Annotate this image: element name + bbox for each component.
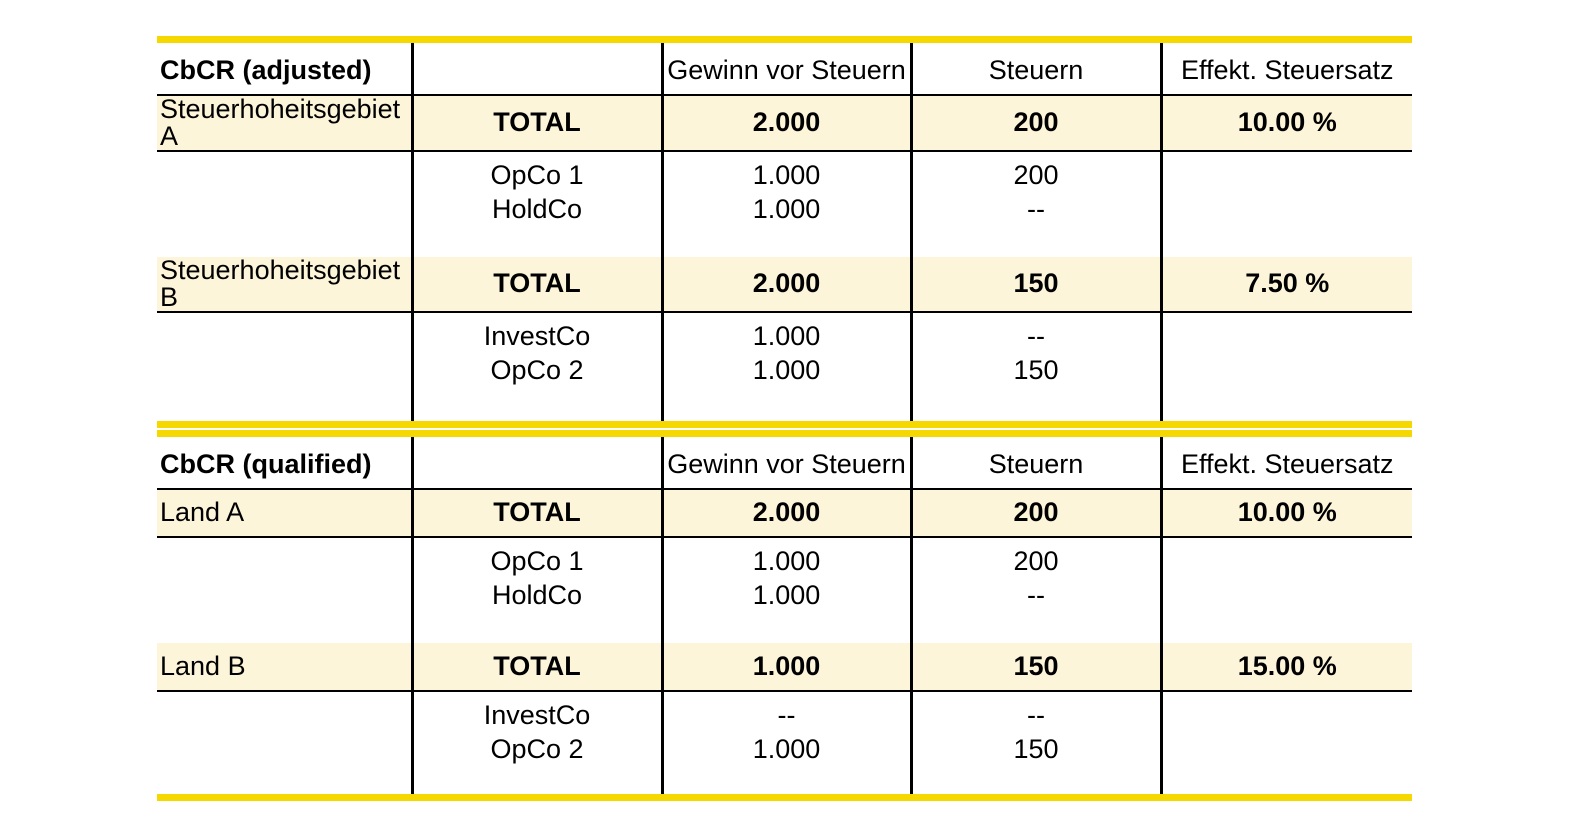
jurisdiction-total-row [157,489,1412,537]
column-header-profit: Gewinn vor Steuern [662,441,911,489]
column-header-tax: Steuern [911,441,1161,489]
group-spacer [157,769,1412,791]
total-etr: 7.50 % [1161,257,1412,312]
column-header-blank [412,441,662,489]
total-etr: 10.00 % [1161,95,1412,151]
jurisdiction-name: Land A [157,489,412,537]
entity-profit: -- [662,691,911,730]
jurisdiction-name: Steuerhoheitsgebiet B [157,257,412,312]
entity-profit: 1.000 [662,537,911,576]
total-tax: 200 [911,489,1161,537]
total-etr: 10.00 % [1161,489,1412,537]
total-profit: 1.000 [662,643,911,691]
column-header-tax: Steuern [911,47,1161,95]
jurisdiction-total-row [157,643,1412,691]
entity-tax: -- [911,190,1161,229]
jurisdiction-name: Land B [157,643,412,691]
table-row [157,312,1412,351]
jurisdiction-total-row [157,257,1412,312]
table-row [157,537,1412,576]
total-label: TOTAL [412,95,662,151]
entity-tax: 150 [911,351,1161,390]
jurisdiction-total-row [157,95,1412,151]
entity-tax: 200 [911,151,1161,190]
entity-tax: 200 [911,537,1161,576]
entity-name: OpCo 2 [412,351,662,390]
table-row [157,730,1412,769]
table-bottom-rule [157,791,1412,798]
total-tax: 150 [911,643,1161,691]
total-profit: 2.000 [662,257,911,312]
table-row [157,190,1412,229]
entity-name: InvestCo [412,312,662,351]
group-spacer [157,390,1412,418]
total-label: TOTAL [412,489,662,537]
table-row [157,576,1412,615]
table-row [157,691,1412,730]
column-header-profit: Gewinn vor Steuern [662,47,911,95]
total-label: TOTAL [412,257,662,312]
column-header-etr: Effekt. Steuersatz [1161,441,1412,489]
entity-profit: 1.000 [662,190,911,229]
table-header-row [157,441,1412,489]
cbcr-adjusted-table [157,36,1412,428]
table-bottom-rule [157,418,1412,425]
cbcr-qualified-table [157,430,1412,801]
entity-name: HoldCo [412,190,662,229]
entity-profit: 1.000 [662,151,911,190]
entity-profit: 1.000 [662,312,911,351]
entity-tax: 150 [911,730,1161,769]
total-profit: 2.000 [662,489,911,537]
total-label: TOTAL [412,643,662,691]
entity-name: OpCo 2 [412,730,662,769]
table-row [157,151,1412,190]
entity-name: OpCo 1 [412,151,662,190]
table-top-rule [157,40,1412,47]
entity-tax: -- [911,576,1161,615]
entity-profit: 1.000 [662,730,911,769]
total-etr: 15.00 % [1161,643,1412,691]
cbcr-qualified-table-block [157,430,1412,801]
entity-name: InvestCo [412,691,662,730]
total-tax: 200 [911,95,1161,151]
entity-tax: -- [911,691,1161,730]
entity-profit: 1.000 [662,576,911,615]
column-header-etr: Effekt. Steuersatz [1161,47,1412,95]
table-title: CbCR (qualified) [157,441,412,489]
table-top-rule [157,434,1412,441]
entity-name: HoldCo [412,576,662,615]
entity-name: OpCo 1 [412,537,662,576]
cbcr-adjusted-table-block [157,36,1412,428]
entity-profit: 1.000 [662,351,911,390]
group-spacer [157,615,1412,643]
table-row [157,351,1412,390]
total-profit: 2.000 [662,95,911,151]
group-spacer [157,229,1412,257]
table-title: CbCR (adjusted) [157,47,412,95]
total-tax: 150 [911,257,1161,312]
entity-tax: -- [911,312,1161,351]
jurisdiction-name: Steuerhoheitsgebiet A [157,95,412,151]
column-header-blank [412,47,662,95]
table-header-row [157,47,1412,95]
